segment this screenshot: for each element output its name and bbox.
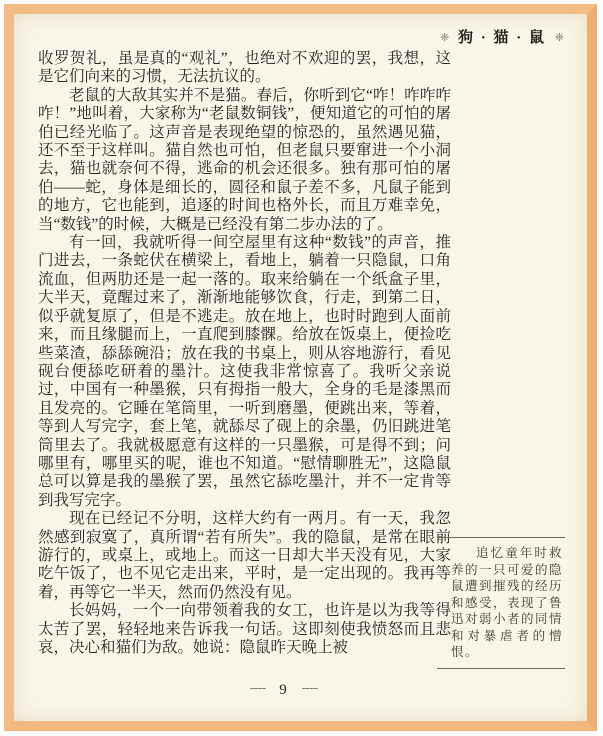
page-footer	[38, 681, 528, 699]
chapter-title: 狗 · 猫 · 鼠	[458, 30, 547, 46]
annotation-text: 追忆童年时救养的一只可爱的隐鼠遭到摧残的经历和感受，表现了鲁迅对弱小者的同情和对暴虐者的憎恨。	[451, 546, 564, 659]
footer-ornament-right-icon: ∽∽	[299, 683, 319, 693]
page-number: 9	[279, 682, 287, 698]
paragraph: 现在已经记不分明，这样大约有一两月。有一天，我忽然感到寂寞了，真所谓“若有所失”。我的隐鼠，是常在眼前游行的，或桌上，或地上。而这一日却大半天没有见，大家吃午饭了，也不见它走出来，平时，是一定出现的。我再等着，再等它一半天，然而仍然没有见。	[38, 510, 451, 601]
header-ornament-left-icon: ❈	[440, 32, 450, 44]
header-ornament-right-icon: ❈	[554, 32, 564, 44]
body-text	[38, 50, 451, 657]
paragraph: 收罗贺礼，虽是真的“观礼”，也绝对不欢迎的罢，我想，这是它们向来的习惯，无法抗议的。	[38, 50, 451, 86]
paragraph: 长妈妈，一个一向带领着我的女工，也许是以为我等得太苦了罢，轻轻地来告诉我一句话。这即刻使我愤怒而且悲哀，决心和猫们为敌。她说：隐鼠昨天晚上被	[38, 602, 451, 656]
paragraph: 有一回，我就听得一间空屋里有这种“数钱”的声音，推门进去，一条蛇伏在横梁上，看地上，躺着一只隐鼠，口角流血，但两肋还是一起一落的。取来给躺在一个纸盒子里，大半天，竟醒过来了，渐渐地能够饮食，行走，到第二日，似乎就复原了，但是不逃走。放在地上，也时时跑到人面前来，而且缘腿而上，一直爬到膝髁。给放在饭桌上，便捡吃些菜渣，舔舔碗沿；放在我的书桌上，则从容地游行，看见砚台便舔吃研着的墨汁。这使我非常惊喜了。我听父亲说过，中国有一种墨猴，只有拇指一般大，全身的毛是漆黑而且发亮的。它睡在笔筒里，一听到磨墨，便跳出来，等着，等到人写完字，套上笔，就舔尽了砚上的余墨，仍旧跳进笔筒里去了。我就极愿意有这样的一只墨猴，可是得不到；问哪里有，哪里买的呢，谁也不知道。“慰情聊胜无”，这隐鼠总可以算是我的墨猴了罢，虽然它舔吃墨汁，并不一定肯等到我写完字。	[38, 234, 451, 509]
footer-ornament-left-icon: ∽∽	[247, 683, 267, 693]
paragraph: 老鼠的大敌其实并不是猫。春后，你听到它“咋！咋咋咋咋！”地叫着，大家称为“老鼠数铜钱”，便知道它的可怕的屠伯已经光临了。这声音是表现绝望的惊恐的，虽然遇见猫，还不至于这样叫。猫自然也可怕，但老鼠只要窜进一个小洞去，猫也就奈何不得，逃命的机会还很多。独有那可怕的屠伯——蛇，身体是细长的，圆径和鼠子差不多，凡鼠子能到的地方，它也能到，追逐的时间也格外长，而且万难幸免，当“数钱”的时候，大概是已经没有第二步办法的了。	[38, 86, 451, 233]
margin-annotation	[437, 537, 565, 669]
page-header	[437, 26, 567, 47]
